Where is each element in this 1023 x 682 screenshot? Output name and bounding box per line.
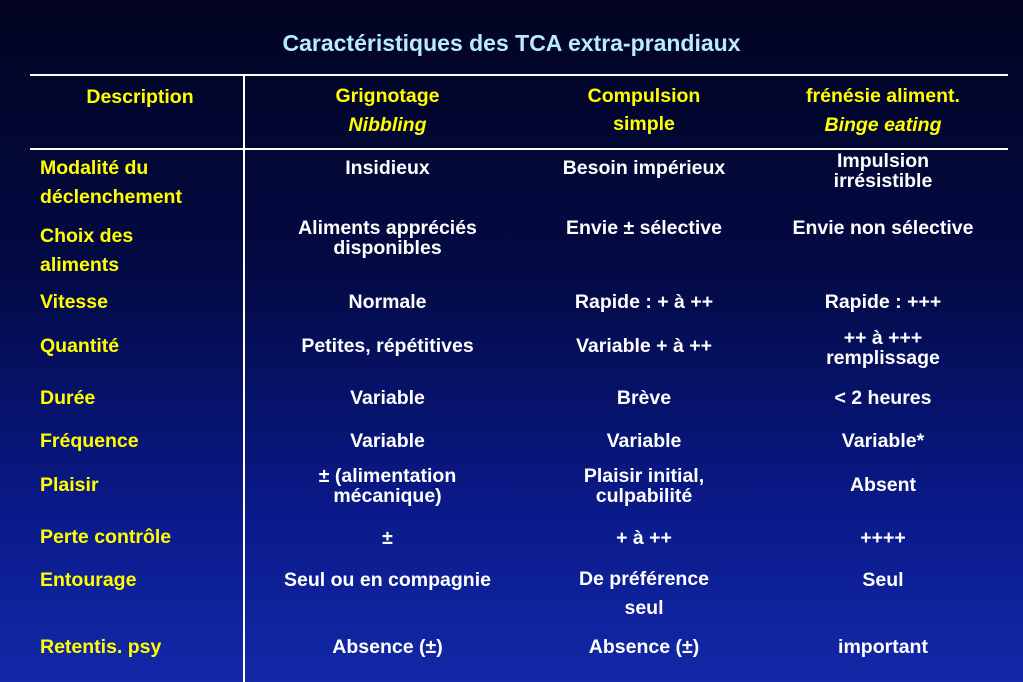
cell-plaisir-frenesie: Absent [849, 474, 917, 496]
cell-retentis-compulsion: Absence (±) [588, 636, 700, 658]
row-label-modalite: Modalité du déclenchement [40, 157, 182, 208]
header-frenesie-title: frénésie aliment. [806, 85, 960, 107]
header-frenesie [762, 82, 1004, 140]
row-label-duree: Durée [40, 387, 96, 409]
cell-frequence-grignotage: Variable [350, 430, 425, 452]
header-frenesie-subtitle: Binge eating [824, 114, 942, 136]
cell-perte-frenesie: ++++ [860, 527, 906, 549]
row-label-retentis: Retentis. psy [40, 636, 162, 658]
cell-perte-grignotage: ± [382, 527, 393, 549]
header-compulsion [528, 82, 760, 138]
row-label-entourage: Entourage [40, 569, 137, 591]
row-label-frequence: Fréquence [40, 430, 139, 452]
cell-entourage-grignotage: Seul ou en compagnie [284, 569, 491, 591]
cell-vitesse-frenesie: Rapide : +++ [824, 291, 942, 313]
cell-choix-compulsion: Envie ± sélective [566, 217, 722, 239]
cell-quantite-frenesie: ++ à +++ remplissage [826, 327, 940, 369]
cell-duree-frenesie: < 2 heures [834, 387, 932, 409]
cell-vitesse-compulsion: Rapide : + à ++ [574, 291, 714, 313]
header-description: Description [86, 86, 194, 108]
cell-plaisir-compulsion: Plaisir initial, culpabilité [583, 465, 705, 507]
cell-choix-grignotage: Aliments appréciés disponibles [298, 217, 477, 259]
cell-modalite-compulsion: Besoin impérieux [562, 157, 726, 179]
cell-duree-compulsion: Brève [616, 387, 672, 409]
cell-duree-grignotage: Variable [350, 387, 425, 409]
label-column-rule [243, 74, 245, 682]
cell-frequence-compulsion: Variable [606, 430, 682, 452]
row-label-perte-controle: Perte contrôle [40, 526, 172, 548]
row-label-choix: Choix des aliments [40, 225, 134, 276]
row-label-quantite: Quantité [40, 335, 120, 357]
row-label-plaisir: Plaisir [40, 474, 99, 496]
table-top-rule [30, 74, 1008, 76]
cell-plaisir-grignotage: ± (alimentation mécanique) [318, 465, 457, 507]
cell-retentis-grignotage: Absence (±) [332, 636, 443, 658]
cell-quantite-compulsion: Variable + à ++ [575, 335, 713, 357]
cell-entourage-compulsion: De préférence seul [578, 568, 710, 619]
cell-frequence-frenesie: Variable* [841, 430, 925, 452]
cell-choix-frenesie: Envie non sélective [792, 217, 974, 239]
header-compulsion-subtitle: simple [613, 113, 675, 135]
cell-entourage-frenesie: Seul [862, 569, 904, 591]
cell-perte-compulsion: + à ++ [616, 527, 672, 549]
cell-modalite-grignotage: Insidieux [345, 157, 430, 179]
cell-vitesse-grignotage: Normale [348, 291, 427, 313]
row-label-vitesse: Vitesse [40, 291, 108, 313]
header-grignotage-title: Grignotage [335, 85, 440, 107]
header-compulsion-title: Compulsion [587, 85, 701, 107]
header-grignotage-subtitle: Nibbling [348, 114, 427, 136]
cell-modalite-frenesie: Impulsion irrésistible [833, 150, 933, 192]
slide-title: Caractéristiques des TCA extra-prandiaux [282, 30, 741, 56]
cell-quantite-grignotage: Petites, répétitives [301, 335, 474, 357]
cell-retentis-frenesie: important [838, 636, 928, 658]
header-grignotage [250, 82, 525, 140]
